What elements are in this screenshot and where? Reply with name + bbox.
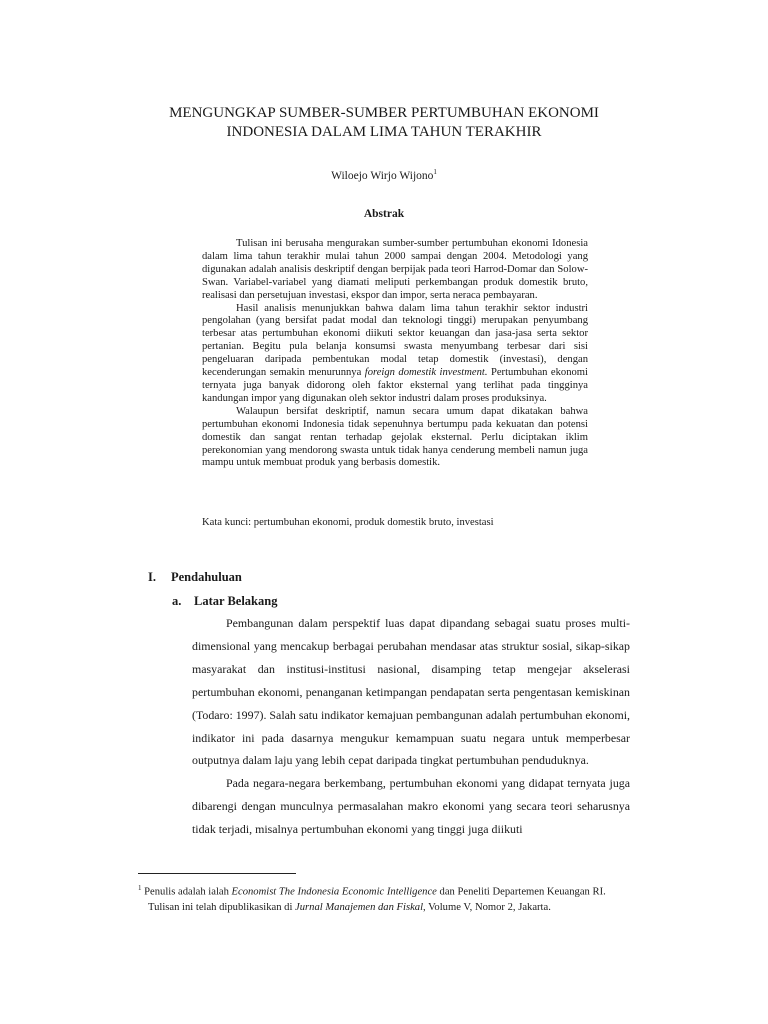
section-number: I. xyxy=(148,570,156,584)
abstract-paragraph-1: Tulisan ini berusaha mengurakan sumber-sumber pertumbuhan ekonomi Idonesia dalam lima tahun terakhir mulai tahun 2000 sampai dengan 2004. Metodologi yang digunakan adalah analisis deskriptif dengan berpijak pada teori Harrod-Domar dan Solow-Swan. Variabel-variabel yang diamati meliputi perkembangan produk domestik bruto, realisasi dan persetujuan investasi, ekspor dan impor, serta neraca pembayaran. xyxy=(202,238,588,301)
main-body xyxy=(192,612,630,841)
abstract-paragraph-2 xyxy=(202,303,588,406)
footnote-text-1: Penulis adalah ialah xyxy=(144,886,232,898)
abstract-paragraph-2-text-a: Hasil analisis menunjukkan bahwa dalam lima tahun terakhir sektor industri pengolahan (yang bersifat padat modal dan teknologi tinggi) merupakan penyumbang terbesar atas pertumbuhan ekonomi diikuti sektor keuangan dan jasa-jasa serta sektor pertanian. Begitu pula belanja konsumsi swasta menyumbang terbesar dari sisi pengeluaran daripada pembentukan modal tetap domestik (investasi), dengan kecenderungan semakin menurunnya xyxy=(202,302,588,379)
footnote-italic-1: Economist The Indonesia Economic Intelligence xyxy=(231,886,437,898)
abstract-heading: Abstrak xyxy=(363,208,405,220)
body-paragraph-2: Pada negara-negara berkembang, pertumbuhan ekonomi yang didapat ternyata juga dibarengi dengan munculnya permasalahan makro ekonomi yang secara teori seharusnya tidak terjadi, misalnya pertumbuhan ekonomi yang tinggi juga diikuti xyxy=(192,776,630,837)
section-heading xyxy=(148,570,242,585)
keywords: Kata kunci: pertumbuhan ekonomi, produk domestik bruto, investasi xyxy=(202,517,494,528)
subsection-title: Latar Belakang xyxy=(194,594,278,608)
abstract-paragraph-3: Walaupun bersifat deskriptif, namun secara umum dapat dikatakan bahwa pertumbuhan ekonomi Indonesia tidak sepenuhnya bertumpu pada kekuatan dan potensi domestik dan sangat rentan terhadap gejolak eksternal. Perlu diciptakan iklim perekonomian yang mendorong swasta untuk tidak hanya cenderung membeli namun juga mampu untuk membuat produk yang berbasis domestik. xyxy=(202,405,588,469)
abstract-paragraph-2-text-b: Pertumbuhan ekonomi ternyata juga banyak didorong oleh faktor eksternal yang terlihat pada tingginya kandungan impor yang digunakan oleh sektor industri dalam proses produksinya. xyxy=(202,367,588,404)
footnote-line-2 xyxy=(138,900,632,915)
abstract-paragraph-2-italic: foreign domestik investment. xyxy=(364,367,488,379)
footnote-text-2: dan Peneliti Departemen Keuangan RI. xyxy=(436,886,606,898)
footnote-text-4: , Volume V, Nomor 2, Jakarta. xyxy=(423,901,551,913)
subsection-letter: a. xyxy=(172,594,182,608)
title-line-1: MENGUNGKAP SUMBER-SUMBER PERTUMBUHAN EKONOMI xyxy=(169,105,599,121)
abstract-body xyxy=(202,238,588,470)
subsection-heading xyxy=(172,594,277,609)
footnote-mark: 1 xyxy=(138,884,142,892)
author-footnote-mark: 1 xyxy=(433,168,437,176)
footnote-line-1 xyxy=(138,881,632,900)
author-line xyxy=(0,168,768,182)
footnote-separator xyxy=(138,873,296,874)
footnote-italic-2: Jurnal Manajemen dan Fiskal xyxy=(295,901,424,913)
author-name: Wiloejo Wirjo Wijono xyxy=(331,169,434,182)
title-line-2: INDONESIA DALAM LIMA TAHUN TERAKHIR xyxy=(226,124,542,140)
body-paragraph-1: Pembangunan dalam perspektif luas dapat dipandang sebagai suatu proses multi-dimensional yang mencakup berbagai perubahan mendasar atas struktur sosial, sikap-sikap masyarakat dan institusi-institusi nasional, disamping tetap mengejar akselerasi pertumbuhan ekonomi, penanganan ketimpangan pendapatan serta pengentasan kemiskinan (Todaro: 1997). Salah satu indikator kemajuan pembangunan adalah pertumbuhan ekonomi, indikator ini pada dasarnya mengukur kemampuan suatu negara untuk memperbesar outputnya dalam laju yang lebih cepat daripada tingkat pertumbuhan penduduknya. xyxy=(192,616,631,768)
footnote xyxy=(138,881,632,915)
footnote-text-3: Tulisan ini telah dipublikasikan di xyxy=(148,901,296,913)
section-title: Pendahuluan xyxy=(171,570,242,584)
paper-title xyxy=(0,104,768,142)
